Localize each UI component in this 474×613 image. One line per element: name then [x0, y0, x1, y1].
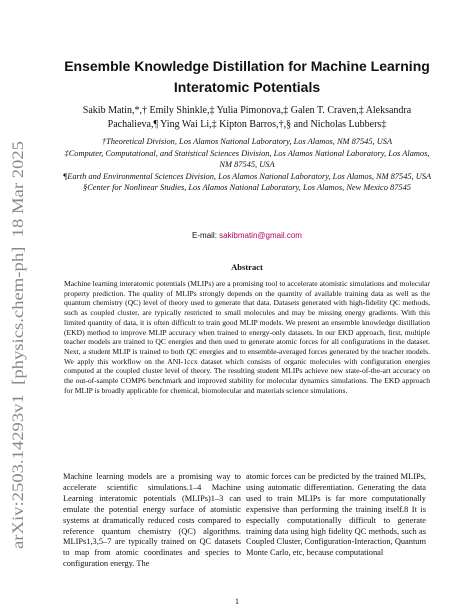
email-link[interactable]: sakibmatin@gmail.com [219, 231, 302, 240]
affiliation-theoretical-division: †Theoretical Division, Los Alamos National Laboratory, Los Alamos, NM 87545, USA [101, 137, 393, 146]
arxiv-stamp-text: arXiv:2503.14293v1 [physics.chem-ph] 18 Mar 2025 [10, 209, 27, 549]
abstract-heading: Abstract [231, 262, 263, 272]
email-line [60, 231, 434, 240]
body-right-column: atomic forces can be predicted by the trained MLIPs, using automatic differentiation. Generating the data used to train MLIPs is far more computationally expensive than performing the training itself.8 It is especially computationally difficult to generate training data using high fidelity QC methods, such as Coupled Cluster, Configuration-Interaction, Quantum Monte Carlo, etc, because computational [246, 472, 426, 558]
abstract-body: Machine learning interatomic potentials (MLIPs) are a promising tool to accelerate atomistic simulations and molecular property prediction. The quality of MLIPs strongly depends on the quantity of available training data as well as the quantum chemistry (QC) level of theory used to generate that data. Datasets generated with high-fidelity QC methods, such as coupled cluster, are typically restricted to small molecules and may be missing energy gradients. With this limited quantity of data, it is often difficult to train good MLIP models. We present an ensemble knowledge distillation (EKD) method to improve MLIP accuracy when trained to energy-only datasets. In our EKD approach, first, multiple teacher models are trained to QC energies and then used to generate atomic forces for all configurations in the dataset. Next, a student MLIP is trained to both QC energies and to ensemble-averaged forces generated by the teacher models. We apply this workflow on the ANI-1ccx dataset which consists of organic molecules with configuration energies computed at the coupled cluster level of theory. The resulting student MLIPs achieve new state-of-the-art accuracy on the out-of-sample COMP6 benchmark and improved stability for molecular dynamics simulations. The EKD approach for MLIP is broadly applicable for chemical, biomolecular and materials science simulations. [64, 279, 430, 395]
page-number: 1 [234, 596, 240, 606]
email-label: E-mail: [192, 231, 217, 240]
affiliation-nonlinear-studies: §Center for Nonlinear Studies, Los Alamos National Laboratory, Los Alamos, New Mexico 87545 [83, 183, 411, 193]
author-list: Sakib Matin,*,† Emily Shinkle,‡ Yulia Pimonova,‡ Galen T. Craven,‡ Aleksandra Pachalieva,¶ Ying Wai Li,‡ Kipton Barros,†,§ and Nicholas Lubbers‡ [82, 105, 412, 130]
paper-title: Ensemble Knowledge Distillation for Machine Learning Interatomic Potentials [64, 58, 430, 95]
affiliations [60, 136, 434, 194]
arxiv-identifier-stamp [6, 140, 30, 550]
affiliation-ccs-division: ‡Computer, Computational, and Statistical Sciences Division, Los Alamos National Laboratory, Los Alamos, NM 87545, USA [64, 148, 430, 170]
arxiv-stamp-graphic [6, 140, 30, 550]
affiliation-earth-environmental-division: ¶Earth and Environmental Sciences Division, Los Alamos National Laboratory, Los Alamos, NM 87545, USA [62, 171, 432, 181]
body-left-column: Machine learning models are a promising way to accelerate scientific simulations.1–4 Machine Learning interatomic potentials (MLIPs)1–3 can emulate the potential energy surface of atomistic systems at dramatically reduced costs compared to reference quantum chemistry (QC) algorithms. MLIPs1,3,5–7 are typically trained on QC datasets to map from atomic coordinates and species to configuration energy. The [63, 472, 241, 569]
